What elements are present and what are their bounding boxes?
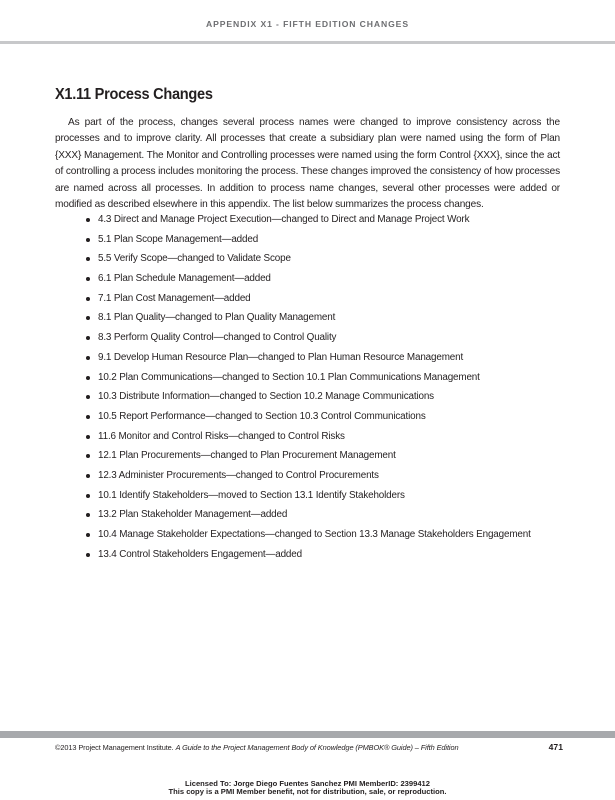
list-item [86,348,566,368]
list-item-text: 12.3 Administer Procurements—changed to Control Procurements [98,469,379,481]
list-item-text: 13.2 Plan Stakeholder Management—added [98,509,288,521]
list-item-text: 7.1 Plan Cost Management—added [98,292,251,304]
bullet-icon [86,238,90,242]
list-item-text: 6.1 Plan Schedule Management—added [98,273,271,285]
list-item [86,289,566,309]
list-item-text: 9.1 Develop Human Resource Plan—changed to Plan Human Resource Management [98,351,464,363]
intro-paragraph: As part of the process, changes several process names were changed to improve consistency across the processes and to improve clarity. All processes that create a subsidiary plan were named using the form of Plan {XXX} Management. The Monitor and Controlling processes were named using the form Control {XXX}, since the act of controlling a process includes monitoring the process. These changes improved the consistency of how processes are named across all processes. In addition to process name changes, several other processes were added or modified as described elsewhere in this appendix. The list below summarizes the process changes. [55,117,560,211]
list-item [86,407,566,427]
list-item [86,545,566,565]
list-item-text: 10.3 Distribute Information—changed to Section 10.2 Manage Communications [98,391,434,403]
list-item-text: 8.1 Plan Quality—changed to Plan Quality Management [98,312,336,324]
bullet-icon [86,257,90,261]
list-item-text: 13.4 Control Stakeholders Engagement—added [98,548,302,560]
list-item [86,446,566,466]
list-item-text: 10.5 Report Performance—changed to Section 10.3 Control Communications [98,410,426,422]
bullet-icon [86,316,90,320]
list-item [86,308,566,328]
list-item-text: 11.6 Monitor and Control Risks—changed to Control Risks [98,430,345,442]
bullet-icon [86,297,90,301]
list-item [86,328,566,348]
page-number: 471 [548,742,563,752]
bullet-icon [86,376,90,380]
section-title: X1.11 Process Changes [55,86,213,103]
list-item-text: 5.1 Plan Scope Management—added [98,233,259,245]
list-item [86,368,566,388]
bullet-icon [86,533,90,537]
list-item-text: 10.1 Identify Stakeholders—moved to Section 13.1 Identify Stakeholders [98,489,405,501]
bullet-icon [86,218,90,222]
running-head: APPENDIX X1 - FIFTH EDITION CHANGES [206,19,409,29]
bullet-icon [86,277,90,281]
list-item-text: 10.4 Manage Stakeholder Expectations—changed to Section 13.3 Manage Stakeholders Engagement [98,529,531,540]
bullet-icon [86,356,90,360]
list-item [86,525,566,545]
list-item [86,210,566,230]
bullet-icon [86,395,90,399]
copyright-text: ©2013 Project Management Institute. [55,743,174,752]
bullet-icon [86,494,90,498]
list-item [86,466,566,486]
list-item [86,505,566,525]
bullet-icon [86,513,90,517]
bullet-icon [86,336,90,340]
bullet-icon [86,553,90,557]
license-line-2: This copy is a PMI Member benefit, not for distribution, sale, or reproduction. [168,787,447,796]
list-item-text: 5.5 Verify Scope—changed to Validate Scope [98,253,291,265]
list-item [86,387,566,407]
bullet-icon [86,415,90,419]
header-rule [0,41,615,44]
license-line-1: Licensed To: Jorge Diego Fuentes Sanchez PMI MemberID: 2399412 [184,779,431,788]
list-item [86,269,566,289]
list-item [86,486,566,506]
footer-rule [0,731,615,738]
list-item-text: 4.3 Direct and Manage Project Execution—changed to Direct and Manage Project Work [98,214,470,225]
list-item-text: 8.3 Perform Quality Control—changed to Control Quality [98,332,337,344]
book-title: A Guide to the Project Management Body of Knowledge (PMBOK® Guide) – Fifth Edition [175,743,459,752]
footer-credit [55,743,459,752]
bullet-icon [86,454,90,458]
list-item [86,427,566,447]
list-item-text: 12.1 Plan Procurements—changed to Plan Procurement Management [98,450,396,462]
process-changes-list [86,210,566,564]
bullet-icon [86,435,90,439]
list-item-text: 10.2 Plan Communications—changed to Section 10.1 Plan Communications Management [98,371,480,383]
list-item [86,230,566,250]
list-item [86,249,566,269]
bullet-icon [86,474,90,478]
